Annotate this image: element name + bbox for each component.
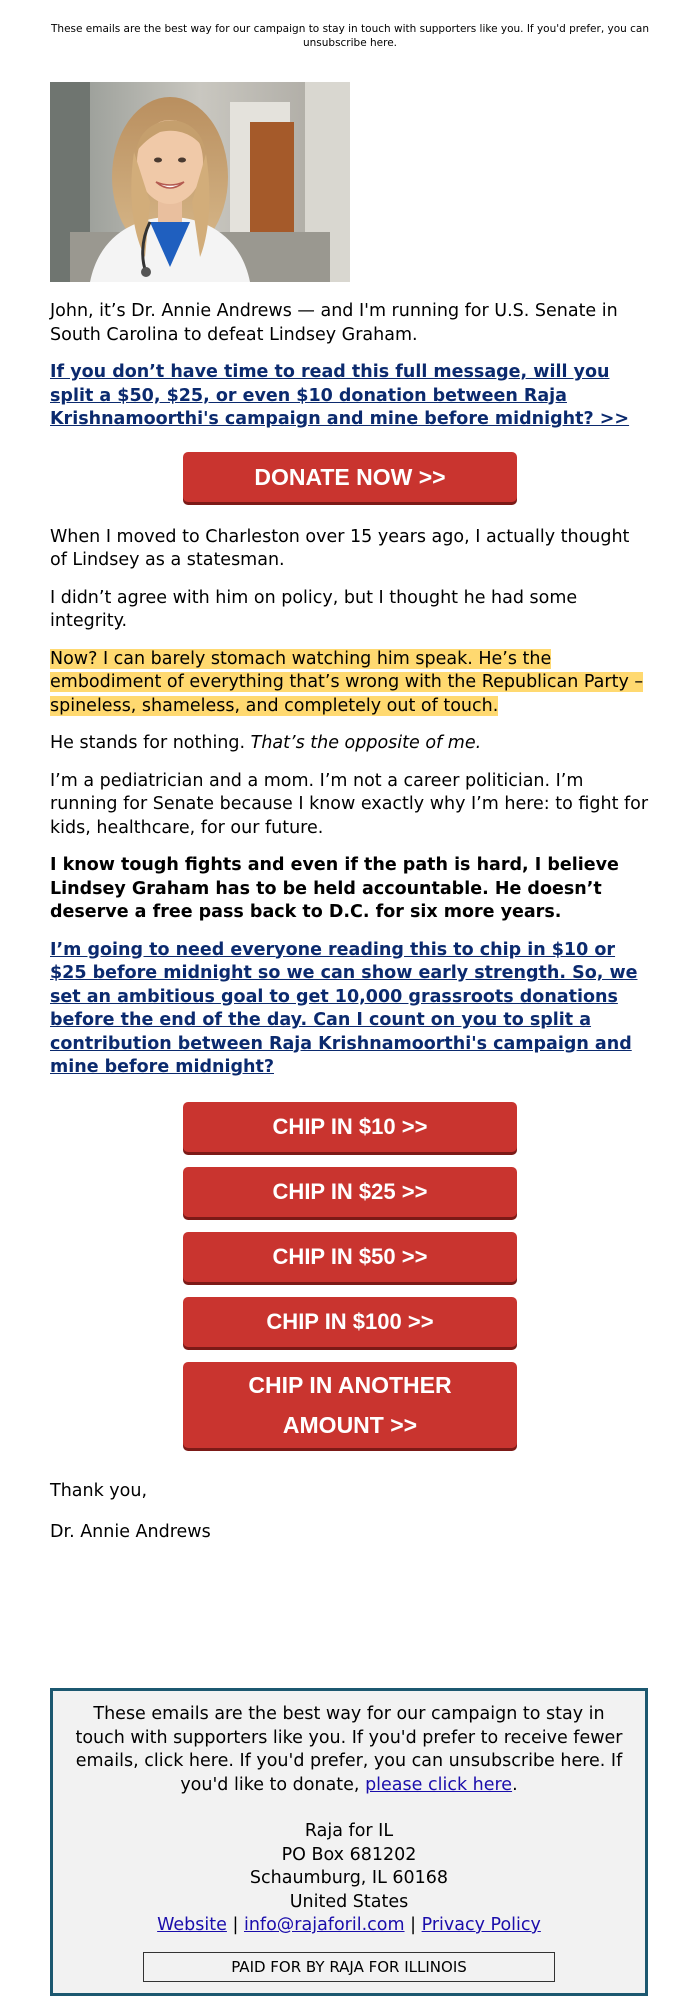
- chip-in-100-button[interactable]: CHIP IN $100 >>: [183, 1297, 517, 1347]
- stands-italic-text: That’s the opposite of me.: [250, 733, 482, 753]
- highlighted-text: Now? I can barely stomach watching him speak. He’s the embodiment of everything that’s wrong with the Republican Party – spineless, shameless, and completely out of touch.: [50, 648, 644, 716]
- paid-for-disclaimer: PAID FOR BY RAJA FOR ILLINOIS: [143, 1952, 555, 1982]
- chip-in-25-button[interactable]: CHIP IN $25 >>: [183, 1167, 517, 1217]
- signature-text: Dr. Annie Andrews: [50, 1522, 211, 1542]
- chip-in-10-button[interactable]: CHIP IN $10 >>: [183, 1102, 517, 1152]
- footer-org: Raja for IL: [304, 1821, 394, 1841]
- footer-period: .: [512, 1774, 518, 1795]
- link-separator: |: [410, 1915, 417, 1935]
- chip-other-line2: AMOUNT >>: [282, 1411, 418, 1438]
- pediatrician-paragraph: I’m a pediatrician and a mom. I’m not a career politician. I’m running for Senate because I know exactly why I’m here: to fight for kids, healthcare, for our future.: [50, 770, 649, 838]
- stands-paragraph: [50, 732, 650, 756]
- email-link[interactable]: info@rajaforil.com: [243, 1915, 405, 1935]
- portrait-image: [50, 82, 350, 282]
- ask-paragraph-2: [50, 939, 650, 1080]
- footer-links: [53, 1914, 645, 1938]
- footer-address: [53, 1820, 645, 1914]
- accountability-paragraph: I know tough fights and even if the path is hard, I believe Lindsey Graham has to be held accountable. He doesn’t deserve a free pass back to D.C. for six more years.: [50, 855, 619, 922]
- highlight-paragraph: [50, 648, 650, 719]
- footer-notice-text: These emails are the best way for our campaign to stay in touch with supporters like you. If you'd prefer to receive fewer emails, click here. If you'd prefer, you can unsubscribe here. If you'd like to donate,: [75, 1704, 623, 1795]
- donation-ask-link[interactable]: If you don’t have time to read this full message, will you split a $50, $25, or even $10 donation between Raja Krishnamoorthi's campaign and mine before midnight? >>: [50, 362, 630, 429]
- hero-photo: [50, 82, 350, 282]
- footer-po-box: PO Box 681202: [281, 1844, 417, 1865]
- footer-city: Schaumburg, IL 60168: [249, 1868, 449, 1888]
- footer-box: [50, 1688, 648, 1996]
- grassroots-ask-link[interactable]: I’m going to need everyone reading this to chip in $10 or $25 before midnight so we can show early strength. So, we set an ambitious goal to get 10,000 grassroots donations before the end of the day. Can I count on you to split a contribution between Raja Krishnamoorthi's campaign and mine before midnight?: [50, 939, 638, 1077]
- preheader-text: These emails are the best way for our campaign to stay in touch with supporters like you. If you'd prefer, you can unsubscribe here.: [51, 23, 649, 49]
- charleston-paragraph: When I moved to Charleston over 15 years ago, I actually thought of Lindsey as a statesman.: [50, 526, 630, 570]
- email-body: [50, 300, 650, 1559]
- footer-donate-link[interactable]: please click here: [365, 1774, 513, 1795]
- chip-in-other-amount-button[interactable]: [183, 1362, 517, 1448]
- footer-notice: [53, 1691, 645, 1797]
- chip-other-line1: CHIP IN ANOTHER: [248, 1371, 452, 1398]
- website-link[interactable]: Website: [157, 1915, 227, 1935]
- footer-country: United States: [289, 1891, 409, 1912]
- link-separator: |: [232, 1915, 239, 1935]
- donate-now-button[interactable]: DONATE NOW >>: [183, 452, 517, 502]
- signoff-text: Thank you,: [50, 1480, 148, 1501]
- ask-paragraph-1: [50, 361, 650, 432]
- intro-paragraph: John, it’s Dr. Annie Andrews — and I'm running for U.S. Senate in South Carolina to defeat Lindsey Graham.: [50, 301, 618, 345]
- privacy-policy-link[interactable]: Privacy Policy: [421, 1915, 541, 1935]
- policy-paragraph: I didn’t agree with him on policy, but I thought he had some integrity.: [50, 587, 578, 631]
- chip-in-50-button[interactable]: CHIP IN $50 >>: [183, 1232, 517, 1282]
- stands-text: He stands for nothing.: [50, 733, 246, 753]
